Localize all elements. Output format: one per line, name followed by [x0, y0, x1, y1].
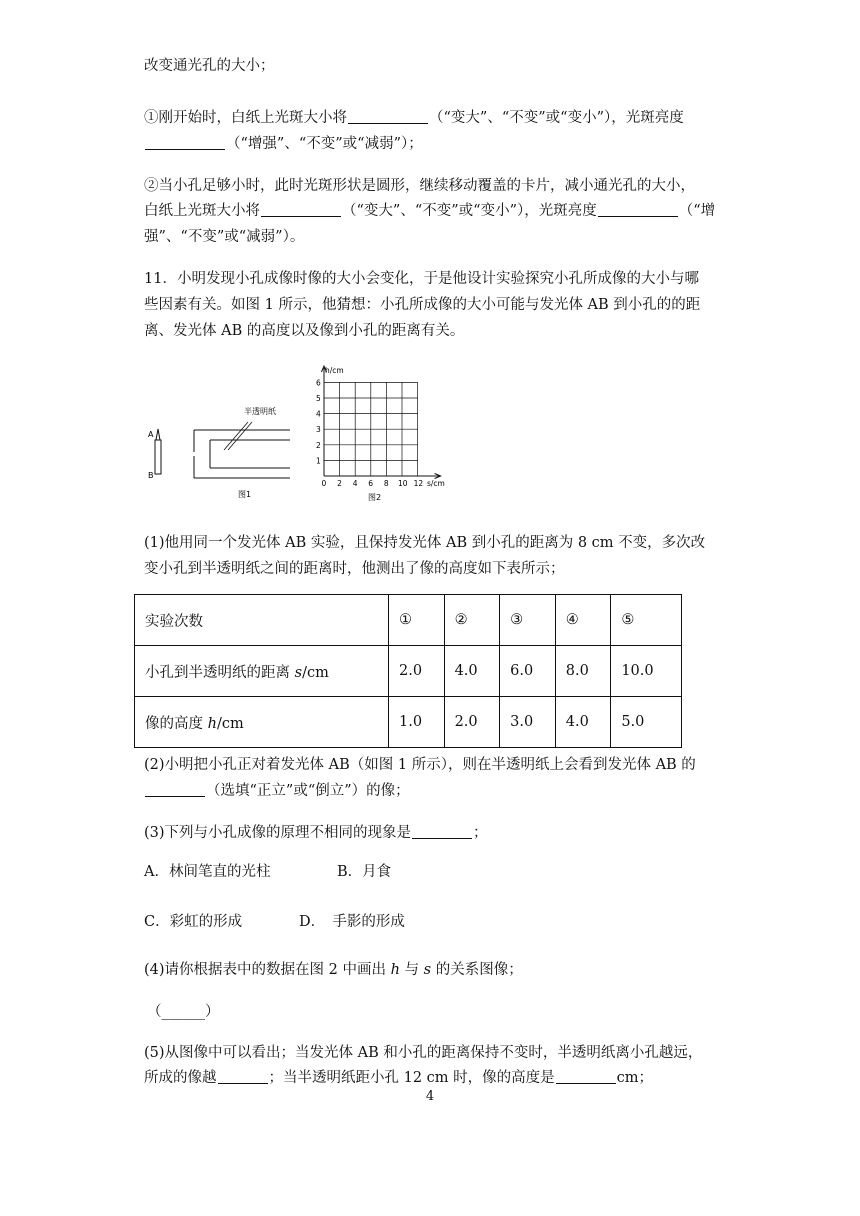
text-span: （选填“正立”或“倒立”）的像；: [206, 783, 410, 799]
label-unit: /cm: [302, 664, 329, 681]
answer-blank[interactable]: [145, 782, 205, 797]
y-tick-label: 4: [316, 409, 321, 419]
answer-blank[interactable]: [598, 202, 678, 217]
table-cell: 6.0: [500, 646, 556, 697]
figure-1: [144, 400, 294, 505]
label-text: 小孔到半透明纸的距离: [145, 664, 295, 681]
text-line: (1)他用同一个发光体 AB 实验，且保持发光体 AB 到小孔的距离为 8 cm 不变，多次改: [144, 535, 706, 551]
var-s: s: [423, 962, 432, 978]
y-tick-label: 2: [316, 440, 321, 450]
figure-2-caption: 图2: [368, 493, 382, 502]
x-tick-label: 4: [352, 479, 358, 488]
answer-blank[interactable]: [261, 202, 341, 217]
text-span: （“增强”、“不变”或“减弱”）；: [226, 136, 423, 152]
x-axis-label: s/cm: [427, 479, 445, 488]
text-span: ①刚开始时，白纸上光斑大小将: [144, 110, 347, 126]
figure-1-caption: 图1: [238, 490, 252, 499]
question-line: [144, 960, 523, 980]
text-span: cm；: [616, 1070, 654, 1086]
table-row-label: [135, 646, 389, 697]
text-line: 些因素有关。如图 1 所示，他猜想：小孔所成像的大小可能与发光体 AB 到小孔的的距: [144, 297, 701, 313]
y-tick-label: 1: [316, 456, 321, 466]
label-var: s: [294, 664, 303, 681]
table-header-cell: ②: [444, 595, 500, 646]
option-a[interactable]: A．林间笔直的光柱: [144, 864, 271, 880]
table-header-cell: ①: [389, 595, 445, 646]
table-row: [135, 595, 682, 646]
answer-blank[interactable]: [412, 824, 472, 839]
question-line: [144, 134, 423, 154]
text-span: 的关系图像；: [431, 962, 523, 978]
table-row: [135, 697, 682, 748]
text-span: （“变大”、“不变”或“变小”），光斑亮度: [342, 203, 597, 219]
y-tick-label: 5: [316, 394, 321, 403]
text-line: 11．小明发现小孔成像时像的大小会变化，于是他设计实验探究小孔所成像的大小与哪: [144, 271, 699, 287]
question-line: [144, 201, 715, 221]
table-cell: 1.0: [389, 697, 445, 748]
label-unit: /cm: [216, 715, 244, 732]
text-span: （“变大”、“不变”或“变小”），光斑亮度: [429, 110, 684, 126]
question-line: [144, 781, 410, 801]
y-tick-label: 3: [316, 425, 321, 435]
text-span: 与: [399, 962, 424, 978]
table-header-cell: ⑤: [611, 595, 682, 646]
label-var: h: [207, 715, 217, 732]
option-b[interactable]: B．月食: [337, 864, 392, 880]
table-cell: 10.0: [611, 646, 682, 697]
x-tick-label: 6: [368, 479, 374, 488]
text-line: 改变通光孔的大小；: [144, 58, 275, 74]
answer-blank[interactable]: [348, 109, 428, 124]
candle-body: [155, 440, 161, 474]
text-line: (2)小明把小孔正对着发光体 AB（如图 1 所示），则在半透明纸上会看到发光体 AB 的: [144, 757, 696, 773]
option-c[interactable]: C．彩虹的形成: [144, 914, 243, 930]
label-b: B: [148, 471, 154, 480]
table-row: [135, 646, 682, 697]
text-line: 强”、“不变”或“减弱”）。: [144, 229, 305, 245]
grid: [316, 366, 441, 488]
table-cell: 5.0: [611, 697, 682, 748]
table-header-cell: ④: [555, 595, 611, 646]
option-d[interactable]: D． 手影的形成: [299, 914, 405, 930]
text-span: ；当半透明纸距小孔 12 cm 时，像的高度是: [268, 1070, 555, 1086]
table-cell: 2.0: [444, 697, 500, 748]
x-tick-label: 10: [398, 479, 408, 488]
answer-blank[interactable]: [145, 135, 225, 150]
text-line: 离、发光体 AB 的高度以及像到小孔的距离有关。: [144, 323, 465, 339]
text-span: 白纸上光斑大小将: [144, 203, 260, 219]
table-cell: 4.0: [444, 646, 500, 697]
x-tick-label: 2: [337, 479, 342, 488]
table-cell: 4.0: [555, 697, 611, 748]
paper-label: 半透明纸: [244, 407, 276, 416]
label-a: A: [148, 430, 154, 439]
table-header-cell: ③: [500, 595, 556, 646]
candle-flame-icon: [156, 429, 160, 440]
y-tick-label: 6: [316, 378, 321, 388]
question-line: [144, 1068, 653, 1088]
x-tick-label: 0: [321, 479, 327, 488]
table-header-cell: 实验次数: [135, 595, 389, 646]
table-cell: 8.0: [555, 646, 611, 697]
text-line: ②当小孔足够小时，此时光斑形状是圆形，继续移动覆盖的卡片，减小通光孔的大小，: [144, 178, 695, 194]
answer-blank[interactable]: [218, 1069, 268, 1084]
question-line: [144, 823, 488, 843]
label-text: 像的高度: [145, 715, 208, 732]
figure-2: [306, 362, 451, 504]
x-tick-label: 8: [383, 479, 389, 488]
x-tick-label: 12: [413, 479, 424, 488]
y-axis-label: h/cm: [325, 366, 344, 375]
question-line: [144, 108, 684, 128]
text-span: (4)请你根据表中的数据在图 2 中画出: [144, 962, 391, 978]
text-line: (5)从图像中可以看出；当发光体 AB 和小孔的距离保持不变时，半透明纸离小孔越远，: [144, 1045, 703, 1061]
text-span: （“增: [678, 203, 716, 219]
text-line: 变小孔到半透明纸之间的距离时，他测出了像的高度如下表所示；: [144, 561, 565, 577]
text-span: 所成的像越: [144, 1070, 217, 1086]
table-row-label: [135, 697, 389, 748]
page-number: 4: [425, 1089, 435, 1104]
answer-blank[interactable]: [556, 1069, 616, 1084]
text-span: (3)下列与小孔成像的原理不相同的现象是: [144, 825, 412, 841]
table-cell: 3.0: [500, 697, 556, 748]
data-table: [134, 594, 682, 748]
answer-slot[interactable]: （______）: [147, 1004, 220, 1020]
table-cell: 2.0: [389, 646, 445, 697]
text-span: ；: [473, 825, 488, 841]
var-h: h: [390, 962, 400, 978]
